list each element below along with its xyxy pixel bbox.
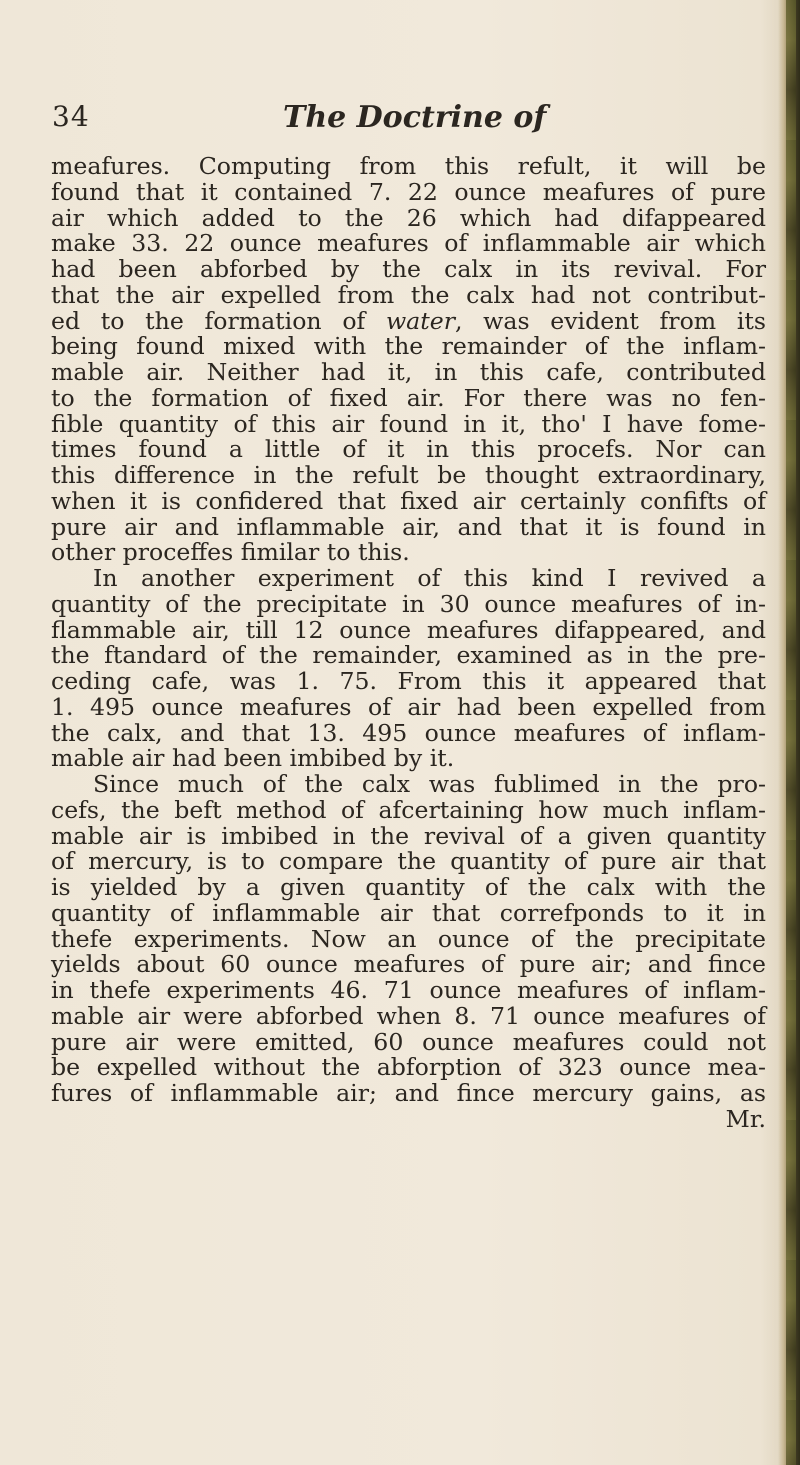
text-line: make 33. 22 ounce meafures of inflammable air which — [51, 229, 766, 258]
text-line: being found mixed with the remainder of the inflam- — [51, 332, 766, 361]
text-line: in thefe experiments 46. 71 ounce meafures of inflam- — [51, 976, 766, 1004]
paragraph-start: In another experiment of this kind I revived a — [93, 564, 766, 592]
text-line: be expelled without the abforption of 323 ounce mea- — [51, 1053, 766, 1082]
italic-word: water — [385, 306, 455, 335]
text-line: to the formation of fixed air. For there was no fen- — [51, 383, 766, 412]
text-line: this difference in the refult be thought extraordinary, — [51, 461, 766, 489]
page-header — [52, 100, 752, 150]
paragraph-start: Since much of the calx was fublimed in the pro- — [93, 770, 766, 798]
text-line: quantity of the precipitate in 30 ounce meafures of in- — [51, 589, 766, 618]
body-text — [51, 154, 766, 1133]
catchword: Mr. — [725, 1104, 766, 1133]
page-number: 34 — [52, 100, 90, 133]
binding-edge — [786, 0, 796, 1465]
text-line: times found a little of it in this procefs. Nor can — [51, 435, 766, 464]
text-line: pure air were emitted, 60 ounce meafures could not — [51, 1027, 766, 1056]
text-line: thefe experiments. Now an ounce of the precipitate — [51, 924, 766, 953]
text-line: mable air were abforbed when 8. 71 ounce meafures of — [51, 1001, 766, 1030]
text-line: is yielded by a given quantity of the calx with the — [51, 873, 766, 901]
text-line: the ftandard of the remainder, examined as in the pre- — [51, 641, 766, 670]
text-line: fures of inflammable air; and fince mercury gains, as — [51, 1079, 766, 1107]
text-line: when it is confidered that fixed air certainly confifts of — [51, 486, 766, 515]
text-line: flammable air, till 12 ounce meafures difappeared, and — [51, 615, 766, 644]
running-title: The Doctrine of — [283, 100, 547, 135]
text-line: yields about 60 ounce meafures of pure air; and fince — [51, 950, 766, 979]
text-line: fible quantity of this air found in it, tho' I have fome- — [51, 409, 766, 438]
text-line: 1. 495 ounce meafures of air had been expelled from — [51, 692, 766, 721]
text-line: quantity of inflammable air that correfponds to it in — [51, 898, 766, 927]
text-line: meafures. Computing from this refult, it will be — [51, 152, 766, 180]
page-edge-shadow — [778, 0, 800, 1465]
text-line: other proceffes fimilar to this. — [51, 538, 410, 567]
text-line: ceding cafe, was 1. 75. From this it appeared that — [51, 667, 766, 695]
text-line: mable air. Neither had it, in this cafe, contributed — [51, 358, 766, 386]
text-line: that the air expelled from the calx had not contribut- — [51, 280, 766, 309]
text-line: had been abforbed by the calx in its revival. For — [51, 255, 766, 283]
text-line: of mercury, is to compare the quantity of pure air that — [51, 847, 766, 876]
text-line: mable air had been imbibed by it. — [51, 744, 455, 773]
text-line-italic: ed to the formation of water, was evident from its — [51, 306, 766, 335]
text-line: cefs, the beft method of afcertaining how much inflam- — [51, 795, 766, 824]
text-line: mable air is imbibed in the revival of a given quantity — [51, 821, 766, 850]
text-line: the calx, and that 13. 495 ounce meafures of inflam- — [51, 718, 766, 747]
text-line: pure air and inflammable air, and that it is found in — [51, 512, 766, 541]
text-line: air which added to the 26 which had difappeared — [51, 203, 766, 232]
text-line: found that it contained 7. 22 ounce meafures of pure — [51, 177, 766, 206]
